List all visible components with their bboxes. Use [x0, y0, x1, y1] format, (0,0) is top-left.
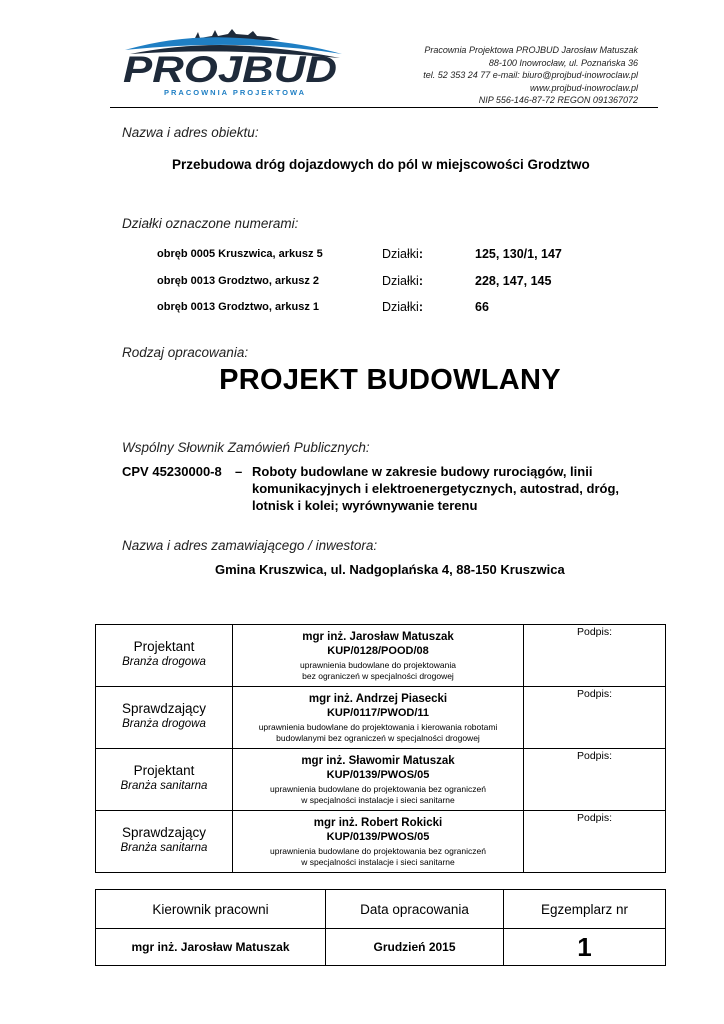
team-license: KUP/0139/PWOS/05 [326, 831, 430, 843]
team-role: Projektant [133, 639, 195, 654]
team-branch: Branża drogowa [122, 656, 206, 668]
object-name: Przebudowa dróg dojazdowych do pól w miejscowości Grodztwo [172, 157, 590, 172]
company-website: www.projbud-inowroclaw.pl [529, 82, 638, 93]
team-branch: Branża sanitarna [120, 780, 208, 792]
team-permits: uprawnienia budowlane do projektowania bez ograniczeń w specjalności instalacje i sieci sanitarne [270, 784, 486, 805]
team-name: mgr inż. Robert Rokicki [313, 817, 443, 829]
table-header-row [96, 890, 666, 929]
plot-key: Działki: [382, 274, 423, 288]
investor-name: Gmina Kruszwica, ul. Nadgoplańska 4, 88-150 Kruszwica [215, 562, 565, 577]
cpv-description: Roboty budowlane w zakresie budowy rurociągów, linii komunikacyjnych i elektroenergetycznych, autostrad, dróg, lotnisk i kolei; wyrównywanie terenu [252, 464, 619, 513]
table-row [96, 687, 666, 749]
team-role: Sprawdzający [121, 825, 207, 840]
signature-field[interactable]: Podpis: [524, 625, 666, 687]
manager-name: mgr inż. Jarosław Matuszak [96, 929, 326, 966]
header-manager: Kierownik pracowni [96, 890, 326, 929]
plot-area: obręb 0005 Kruszwica, arkusz 5 [157, 248, 323, 260]
team-name: mgr inż. Jarosław Matuszak [302, 631, 454, 643]
object-label: Nazwa i adres obiektu: [122, 125, 259, 140]
plot-numbers: 66 [475, 300, 489, 314]
team-role: Sprawdzający [121, 701, 207, 716]
table-row [96, 929, 666, 966]
projbud-logo-icon [120, 28, 345, 98]
team-role: Projektant [133, 763, 195, 778]
team-name: mgr inż. Sławomir Matuszak [301, 755, 455, 767]
header-divider [110, 107, 658, 108]
team-name: mgr inż. Andrzej Piasecki [308, 693, 448, 705]
company-logo [120, 28, 345, 98]
cpv-code: CPV 45230000-8 [122, 464, 222, 479]
document-title: PROJEKT BUDOWLANY [219, 364, 561, 396]
doc-type-label: Rodzaj opracowania: [122, 345, 249, 360]
svg-text:PROJBUD: PROJBUD [123, 49, 337, 90]
table-row [96, 749, 666, 811]
header-copy: Egzemplarz nr [504, 890, 666, 929]
team-permits: uprawnienia budowlane do projektowania i kierowania robotami budowlanymi bez ograniczeń w specjalności drogowej [258, 722, 498, 743]
signature-field[interactable]: Podpis: [524, 749, 666, 811]
date-value: Grudzień 2015 [326, 929, 504, 966]
company-name: Pracownia Projektowa PROJBUD Jarosław Matuszak [424, 45, 638, 55]
plot-key: Działki: [382, 300, 423, 314]
plots-label: Działki oznaczone numerami: [122, 216, 299, 231]
company-contact: tel. 52 353 24 77 e-mail: biuro@projbud-inowroclaw.pl [423, 70, 638, 80]
table-row [96, 625, 666, 687]
cpv-label: Wspólny Słownik Zamówień Publicznych: [122, 440, 370, 455]
team-branch: Branża drogowa [122, 718, 206, 730]
company-address: 88-100 Inowrocław, ul. Poznańska 36 [488, 57, 638, 68]
copy-number: 1 [504, 929, 666, 966]
investor-label: Nazwa i adres zamawiającego / inwestora: [122, 538, 378, 553]
footer-table [95, 889, 666, 966]
cpv-dash: – [235, 464, 243, 479]
signature-field[interactable]: Podpis: [524, 811, 666, 873]
plot-area: obręb 0013 Grodztwo, arkusz 2 [157, 275, 319, 287]
table-row [96, 811, 666, 873]
team-branch: Branża sanitarna [120, 842, 208, 854]
team-permits: uprawnienia budowlane do projektowania bez ograniczeń w specjalności instalacje i sieci sanitarne [270, 846, 486, 867]
company-ids: NIP 556-146-87-72 REGON 091367072 [478, 95, 638, 105]
header-date: Data opracowania [326, 890, 504, 929]
signature-field[interactable]: Podpis: [524, 687, 666, 749]
team-permits: uprawnienia budowlane do projektowania bez ograniczeń w specjalności drogowej [300, 660, 456, 681]
team-license: KUP/0139/PWOS/05 [326, 769, 430, 781]
plot-key: Działki: [382, 247, 423, 261]
company-info [380, 44, 638, 107]
team-table [95, 624, 666, 873]
team-license: KUP/0117/PWOD/11 [326, 707, 430, 719]
plot-area: obręb 0013 Grodztwo, arkusz 1 [157, 301, 319, 313]
svg-text:PRACOWNIA PROJEKTOWA: PRACOWNIA PROJEKTOWA [164, 88, 307, 97]
plot-numbers: 125, 130/1, 147 [475, 247, 562, 261]
team-license: KUP/0128/POOD/08 [327, 645, 429, 657]
plot-numbers: 228, 147, 145 [475, 274, 552, 288]
